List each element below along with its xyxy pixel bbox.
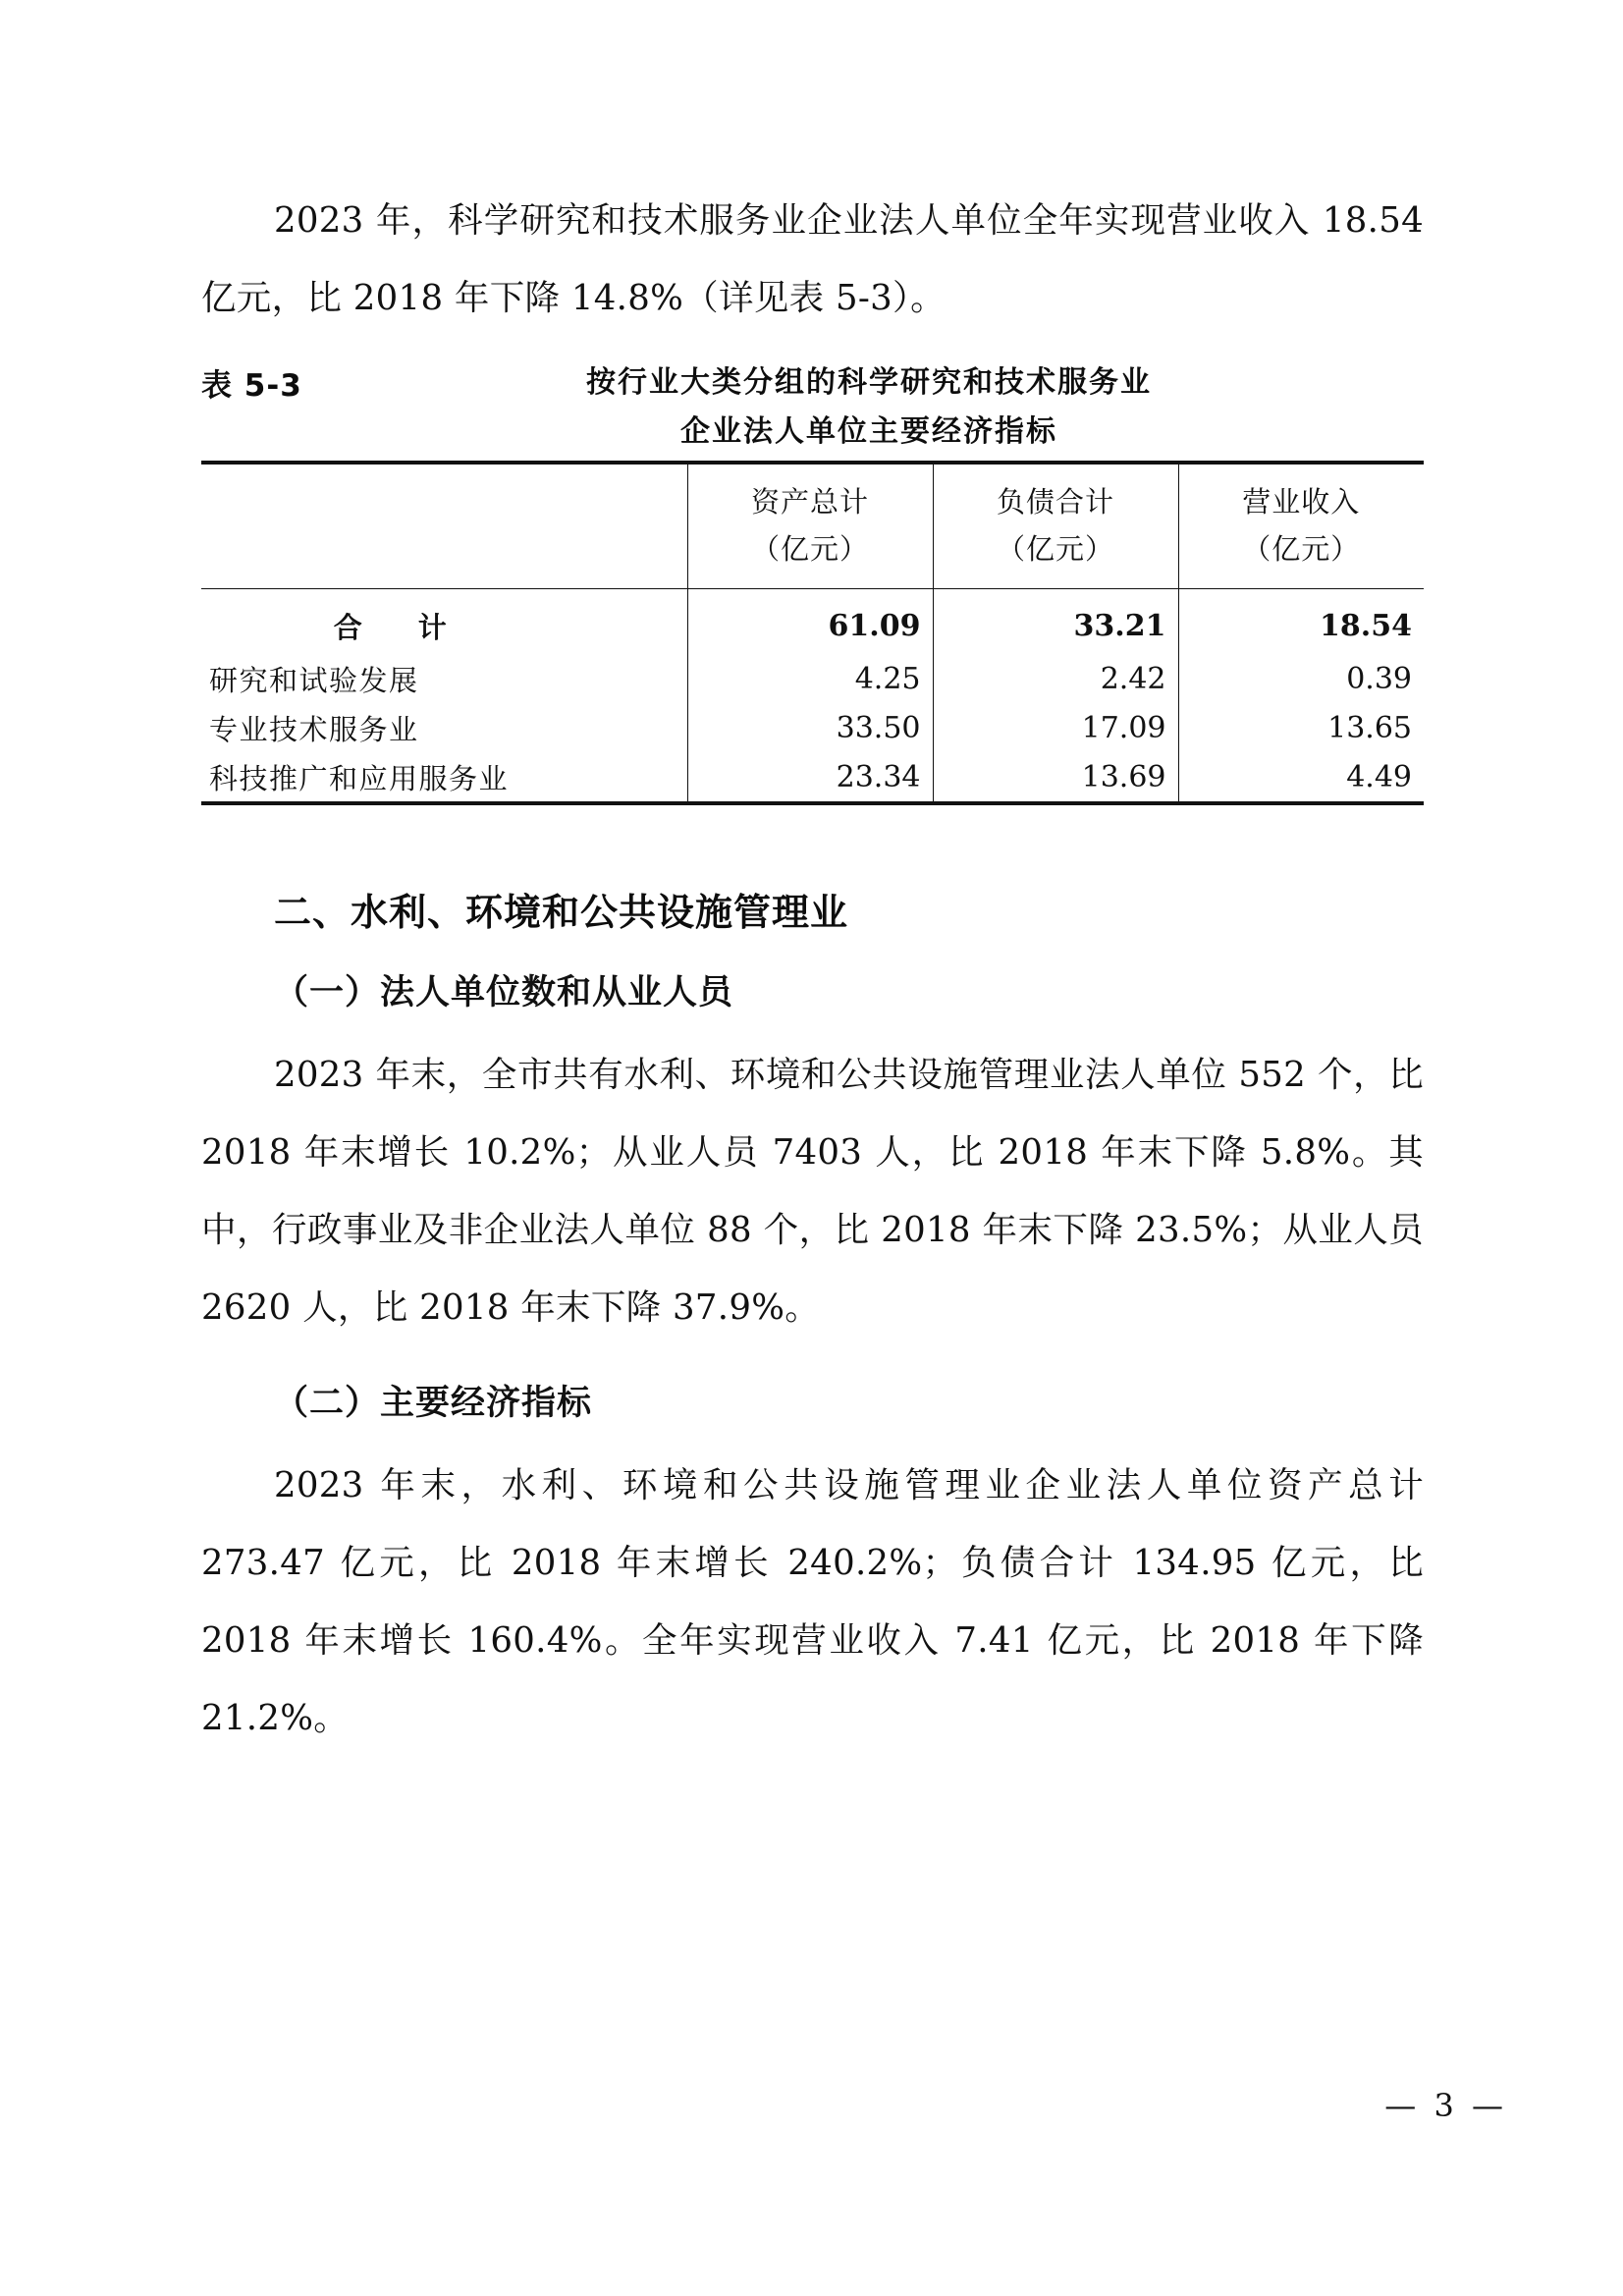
- table-cell-assets: 23.34: [687, 752, 933, 803]
- economic-indicators-table: [201, 461, 1424, 805]
- table-caption: [373, 358, 1365, 457]
- table-cell-liabilities: 13.69: [933, 752, 1178, 803]
- subsection-paragraph-1: [201, 1036, 1424, 1346]
- table-row: [201, 589, 1424, 655]
- table-header-assets: [687, 463, 933, 589]
- intro-paragraph-text: 2023 年，科学研究和技术服务业企业法人单位全年实现营业收入 18.54 亿元，比 2018 年下降 14.8%（详见表 5-3）。: [201, 200, 1424, 318]
- table-caption-line-2: 企业法人单位主要经济指标: [680, 414, 1057, 449]
- table-header-liabilities-unit: （亿元）: [996, 532, 1114, 566]
- page-content: [201, 182, 1424, 1757]
- subsection-heading-1: （一）法人单位数和从业人员: [274, 972, 734, 1012]
- table-cell-revenue: 13.65: [1178, 703, 1424, 752]
- table-caption-line-1: 按行业大类分组的科学研究和技术服务业: [586, 365, 1152, 400]
- table-header-corner: [201, 463, 687, 589]
- table-cell-revenue: 0.39: [1178, 654, 1424, 703]
- section-heading: 二、水利、环境和公共设施管理业: [274, 891, 849, 934]
- table-body: [201, 589, 1424, 804]
- table-caption-block: [201, 360, 1424, 459]
- table-row-label: 合 计: [333, 610, 460, 644]
- page-footer: [0, 2087, 1507, 2124]
- spacer: [201, 1014, 1424, 1036]
- table-header-revenue: [1178, 463, 1424, 589]
- table-header-row: [201, 463, 1424, 589]
- table-header: [201, 463, 1424, 589]
- table-header-liabilities: [933, 463, 1178, 589]
- table-header-assets-unit: （亿元）: [750, 532, 869, 566]
- table-header-revenue-label: 营业收入: [1242, 485, 1361, 519]
- table-header-assets-label: 资产总计: [750, 485, 869, 519]
- table-cell-liabilities: 17.09: [933, 703, 1178, 752]
- table-header-liabilities-label: 负债合计: [996, 485, 1114, 519]
- table-header-revenue-unit: （亿元）: [1242, 532, 1361, 566]
- table-cell-revenue: 4.49: [1178, 752, 1424, 803]
- table-row-label: 研究和试验发展: [209, 663, 419, 697]
- table-row-label: 科技推广和应用服务业: [201, 752, 687, 803]
- table-cell-liabilities: 2.42: [933, 654, 1178, 703]
- intro-paragraph: [201, 182, 1424, 337]
- subsection-paragraph-2: [201, 1447, 1424, 1757]
- table-cell-assets: 61.09: [687, 589, 933, 655]
- subsection-heading-2: （二）主要经济指标: [274, 1383, 593, 1423]
- table-cell-assets: 33.50: [687, 703, 933, 752]
- table-row: [201, 752, 1424, 803]
- table-row: [201, 654, 1424, 703]
- table-row-label: 专业技术服务业: [209, 712, 419, 746]
- table-cell-assets: 4.25: [687, 654, 933, 703]
- subsection-paragraph-1-text: 2023 年末，全市共有水利、环境和公共设施管理业法人单位 552 个，比 2018 年末增长 10.2%；从业人员 7403 人，比 2018 年末下降 5.8%。其中，行政事业及非企业法人单位 88 个，比 2018 年末下降 23.5%；从业人员 2620 人，比 2018 年末下降 37.9%。: [201, 1055, 1424, 1328]
- table-number: 表 5-3: [201, 368, 302, 404]
- spacer: [201, 1425, 1424, 1447]
- table-cell-revenue: 18.54: [1178, 589, 1424, 655]
- page-number: — 3 —: [1384, 2087, 1507, 2124]
- table-row: [201, 703, 1424, 752]
- table-cell-liabilities: 33.21: [933, 589, 1178, 655]
- subsection-paragraph-2-text: 2023 年末，水利、环境和公共设施管理业企业法人单位资产总计 273.47 亿元，比 2018 年末增长 240.2%；负债合计 134.95 亿元，比 2018 年末增长 160.4%。全年实现营业收入 7.41 亿元，比 2018 年下降 21.2%。: [201, 1465, 1424, 1738]
